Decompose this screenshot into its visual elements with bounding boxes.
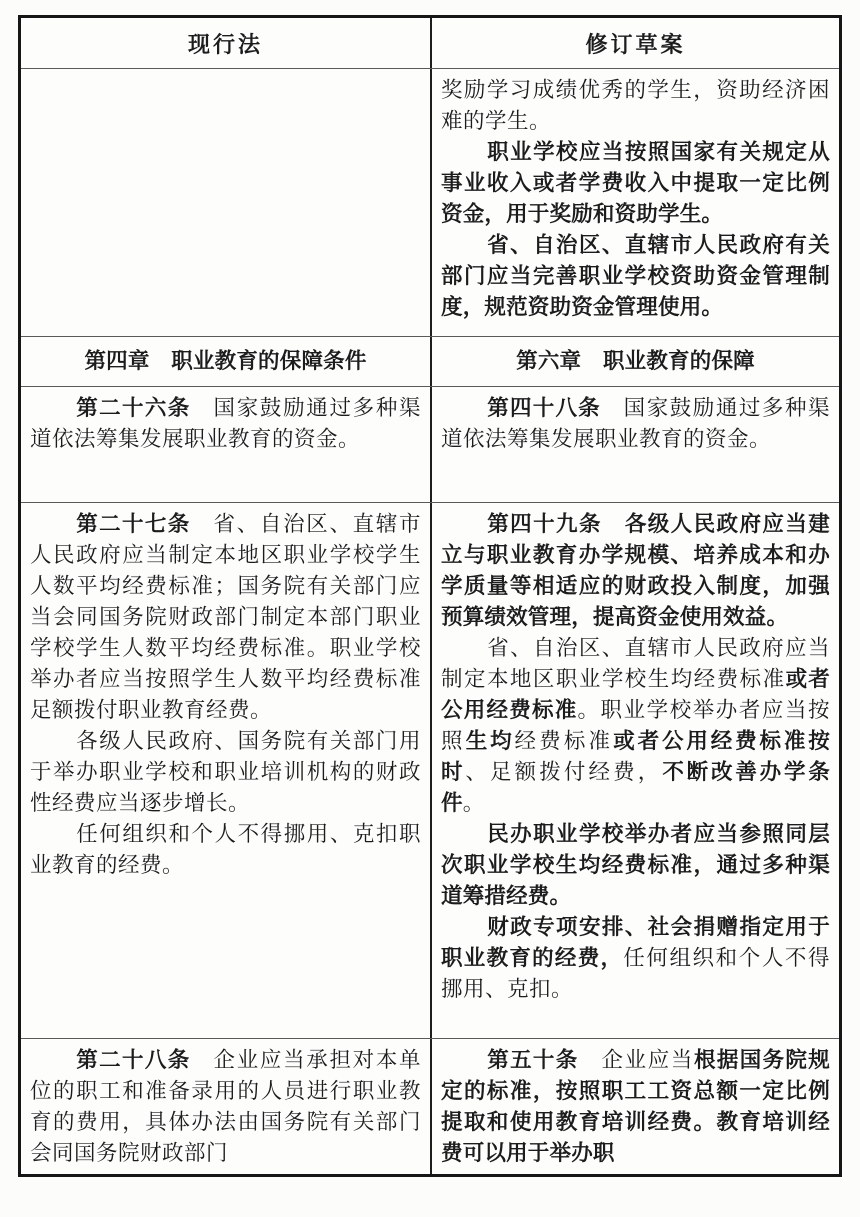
paragraph (441, 1045, 830, 1169)
current-law-cell (21, 1039, 430, 1174)
text-run: 国家鼓励通过多种渠道依法筹集发展职业教育的资金。 (30, 396, 421, 451)
text-run: 企业应当承担对本单位的职工和准备录用的人员进行职业教育的费用，具体办法由国务院有关部门会同国务院财政部门 (30, 1048, 421, 1165)
table-header-row (21, 18, 839, 69)
paragraph (30, 726, 421, 819)
text-run: 。 (462, 791, 485, 815)
revised-text-run: 不断改善办学条件 (441, 760, 830, 815)
revised-text-run: 生均 (465, 729, 515, 753)
paragraph (441, 230, 830, 323)
table-row (21, 337, 839, 387)
revised-text-run: 第二十六条 (76, 396, 214, 420)
paragraph (441, 393, 830, 455)
text-run: 省、自治区、直辖市人民政府应当制定本地区职业学校生均经费标准 (441, 636, 830, 691)
revised-text-run: 第四十九条 各级人民政府应当建立与职业教育办学规模、培养成本和办学质量等相适应的财政投入制度，加强预算绩效管理，提高资金使用效益。 (441, 512, 830, 629)
paragraph (441, 819, 830, 912)
paragraph (30, 819, 421, 881)
current-law-cell (21, 387, 430, 502)
paragraph (441, 633, 830, 819)
paragraph (30, 1045, 421, 1169)
chapter-heading (516, 346, 755, 377)
paragraph (441, 75, 830, 137)
text-run: 国家鼓励通过多种渠道依法筹集发展职业教育的资金。 (441, 396, 830, 451)
revised-text-run: 或者公用经费标准按时 (441, 729, 830, 784)
revised-draft-cell (430, 337, 839, 386)
text-run: 任何组织和个人不得挪用、克扣职业教育的经费。 (30, 822, 421, 877)
revised-text-run: 第二十七条 (76, 512, 214, 536)
current-law-cell (21, 69, 430, 336)
revised-draft-cell (430, 387, 839, 502)
revised-text-run: 职业学校应当按照国家有关规定从事业收入或者学费收入中提取一定比例资金，用于奖励和资助学生。 (441, 140, 830, 226)
paragraph (30, 393, 421, 455)
text-run: 各级人民政府、国务院有关部门用于举办职业学校和职业培训机构的财政性经费应当逐步增长。 (30, 729, 421, 815)
revised-text-run: 省、自治区、直辖市人民政府有关部门应当完善职业学校资助资金管理制度，规范资助资金管理使用。 (441, 233, 830, 319)
paragraph (441, 137, 830, 230)
revised-text-run: 第四章 职业教育的保障条件 (84, 349, 367, 373)
revised-text-run: 或者公用经费标准 (441, 667, 830, 722)
current-law-cell (21, 337, 430, 386)
table-row (21, 387, 839, 503)
revised-text-run: 第六章 职业教育的保障 (516, 349, 755, 373)
revised-draft-cell (430, 1039, 839, 1174)
revised-draft-cell (430, 69, 839, 336)
table-row (21, 503, 839, 1039)
current-law-cell (21, 503, 430, 1038)
text-run: 企业应当 (601, 1048, 695, 1072)
revised-text-run: 财政专项安排、社会捐赠指定用于职业教育的经费， (441, 915, 830, 970)
revised-text-run: 民办职业学校举办者应当参照同层次职业学校生均经费标准，通过多种渠道筹措经费。 (441, 822, 830, 908)
text-run: 。职业学校举办者应当按照 (441, 698, 830, 753)
revised-text-run: 第四十八条 (487, 396, 624, 420)
text-run: 、足额拨付经费， (465, 760, 663, 784)
chapter-heading (84, 346, 366, 377)
table-row (21, 69, 839, 337)
revised-draft-column-header: 修订草案 (430, 18, 839, 68)
text-run: 奖励学习成绩优秀的学生，资助经济困难的学生。 (441, 78, 830, 133)
paragraph (441, 509, 830, 633)
revised-text-run: 根据国务院规定的标准，按照职工工资总额一定比例提取和使用教育培训经费。教育培训经费可以用于举办职 (441, 1048, 830, 1165)
text-run: 经费标准 (514, 729, 614, 753)
revised-draft-cell (430, 503, 839, 1038)
paragraph (30, 509, 421, 726)
law-comparison-table (18, 15, 842, 1177)
table-row (21, 1039, 839, 1174)
text-run: 省、自治区、直辖市人民政府应当制定本地区职业学校学生人数平均经费标准；国务院有关部门应当会同国务院财政部门制定本部门职业学校学生人数平均经费标准。职业学校举办者应当按照学生人数平均经费标准足额拨付职业教育经费。 (30, 512, 421, 722)
revised-text-run: 第五十条 (487, 1048, 602, 1072)
current-law-column-header: 现行法 (187, 31, 263, 57)
revised-text-run: 第二十八条 (76, 1048, 214, 1072)
text-run: 任何组织和个人不得挪用、克扣。 (441, 946, 830, 1001)
paragraph (441, 912, 830, 1005)
